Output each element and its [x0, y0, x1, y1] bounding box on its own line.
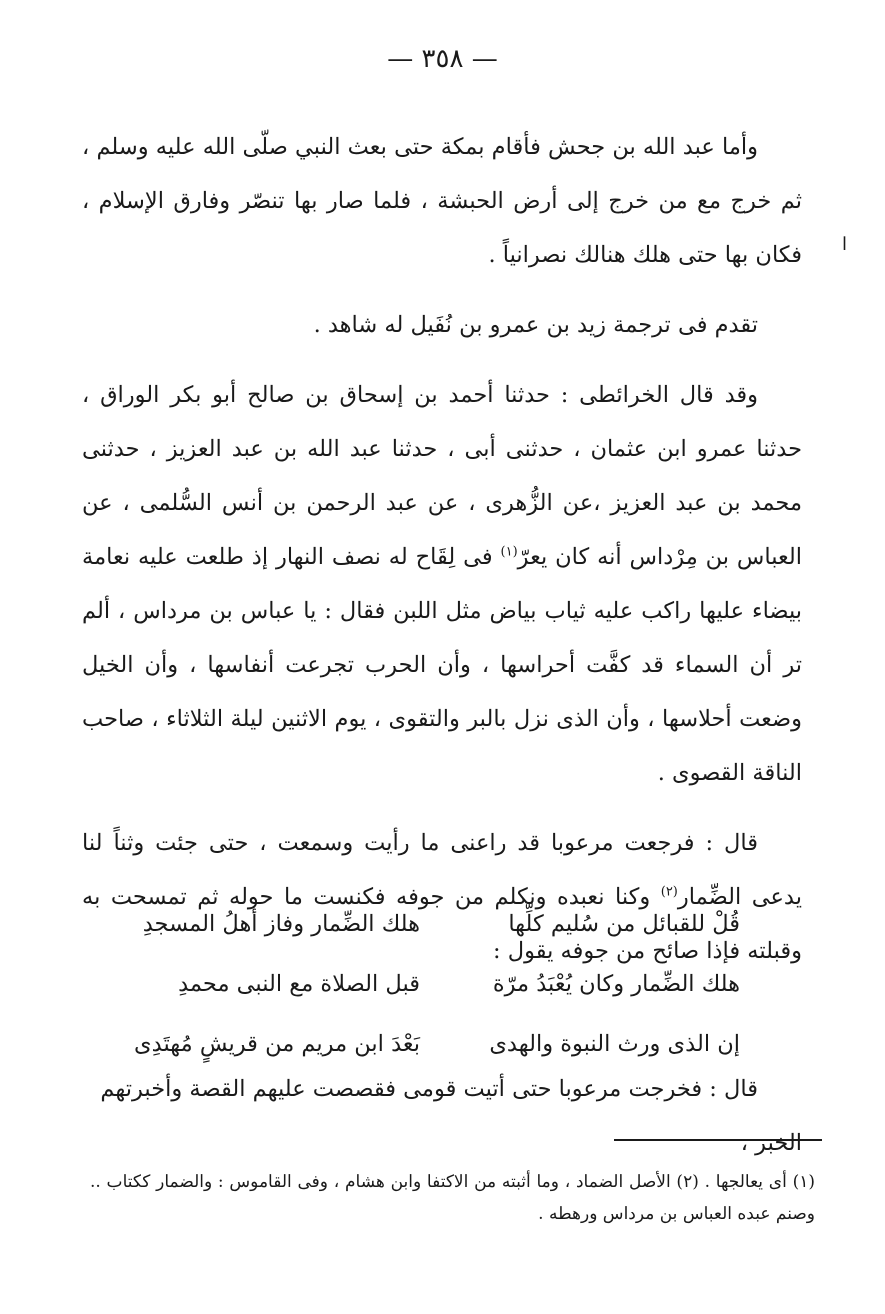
paragraph-4-text: قال : فرجعت مرعوبا قد راعنى ما رأيت وسمعت ، حتى جئت وثناً لنا يدعى الضِّمار: [82, 830, 802, 910]
paragraph-1: وأما عبد الله بن جحش فأقام بمكة حتى بعث النبي صلّى الله عليه وسلم ، ثم خرج مع من خرج إلى أرض الحبشة ، فلما صار بها تنصّر وفارق الإسلام ، فكان بها حتى هلك هنالك نصرانياً .: [82, 134, 802, 268]
verse-second-hemistich: هلك الضِّمار وفاز أهلُ المسجدِ: [142, 911, 420, 937]
poem-verse: [150, 956, 740, 1016]
page-number: — ٣٥٨ —: [387, 44, 498, 74]
footnote-text: (١) أى يعالجها . (٢) الأصل الضماد ، وما أثبته من الاكتفا وابن هشام ، وفى القاموس : والضمار ككتاب .. وصنم عبده العباس بن مرداس ورهطه .: [90, 1172, 815, 1224]
footnote-ref-1: (١): [500, 544, 518, 560]
paragraph-3-rest: فى لِقَاح له نصف النهار إذ طلعت عليه نعامة بيضاء عليها راكب عليه ثياب بياض مثل اللبن فقال : يا عباس بن مرداس ، ألم تر أن السماء قد كفَّت أحراسها ، وأن الحرب تجرعت أنفاسها ، وأن الخيل وضعت أحلاسها ، وأن الذى نزل بالبر والتقوى ، يوم الاثنين ليلة الثلاثاء ، صاحب الناقة القصوى .: [82, 544, 802, 786]
paragraph-3-text: وقد قال الخرائطى : حدثنا أحمد بن إسحاق بن صالح أبو بكر الوراق ، حدثنا عمرو ابن عثمان ، حدثنى أبى ، حدثنا عبد الله بن عبد العزيز ، حدثنى محمد بن عبد العزيز ،عن الزُّهرى ، عن عبد الرحمن بن أنس السُّلمى ، عن العباس بن مِرْداس أنه كان يعرّ: [82, 382, 803, 570]
verse-first-hemistich: إن الذى ورث النبوة والهدى: [489, 1031, 740, 1057]
footnotes: [90, 1166, 815, 1230]
verse-second-hemistich: قبل الصلاة مع النبى محمدِ: [178, 971, 420, 997]
body-text: [82, 120, 802, 978]
poem: [134, 896, 740, 1076]
poem-verse: [142, 896, 740, 956]
paragraph-5: قال : فخرجت مرعوبا حتى أتيت قومى فقصصت عليهم القصة وأخبرتهم الخبر ،: [100, 1076, 802, 1156]
paragraph-3: [82, 368, 802, 800]
paragraph-4-rest: وكنا نعبده ونكلم من جوفه فكنست ما حوله ثم تمسحت به وقبلته فإذا صائح من جوفه يقول :: [82, 884, 802, 964]
paragraph-2: تقدم فى ترجمة زيد بن عمرو بن نُفَيل له شاهد .: [313, 312, 758, 338]
footnote-divider: [614, 1139, 822, 1141]
footnote-ref-2: (٢): [660, 884, 678, 900]
verse-first-hemistich: هلك الضِّمار وكان يُعْبَدُ مرّة: [492, 971, 740, 997]
verse-second-hemistich: بَعْدَ ابن مريم من قريشٍ مُهتَدِى: [134, 1031, 420, 1057]
verse-first-hemistich: قُلْ للقبائل من سُليم كلِّها: [508, 911, 740, 937]
margin-mark: ا: [842, 234, 848, 255]
